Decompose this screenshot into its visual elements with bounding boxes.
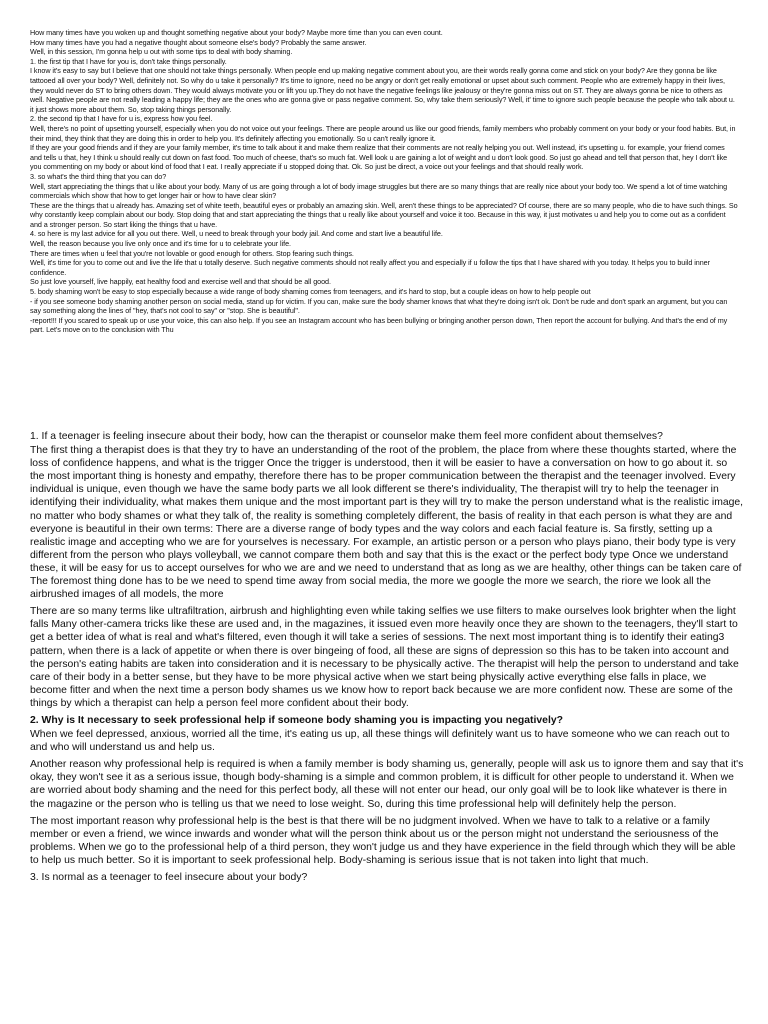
small-paragraph: - if you see someone body shaming another person on social media, stand up for victim. If you can, make sure the body shamer knows that what they're doing isn't ok. Don't be rude and don't spark an argument, but you can say something along the lines of "hey, that's not cool to say" or "stop. She is beautiful". [30, 296, 728, 316]
small-paragraph: There are times when u feel that you're not lovable or good enough for others. Stop fearing such things. [30, 248, 354, 258]
small-paragraph: How many times have you had a negative thought about someone else's body? Probably the same answer. [30, 37, 367, 47]
small-paragraph: If they are your good friends and if they are your family member, it's time to talk about it and make them realize that their comments are not really helping you out. Well instead, it's upsetting u. for example, your friend comes and tells u that, hey I think u should really cut down on fast food. Too much of cheese, that's so much fat. Well look u are gaining a lot of weight and u don't look good. So just go ahead and tell that person that, hey I don't like you commenting on my body or about kind of food that I eat. I really appreciate if u stopped doing that. Ok. So just be direct, a voice out your feelings and that should really work. [30, 143, 728, 172]
small-paragraph: Well, there's no point of upsetting yourself, especially when you do not voice out your feelings. There are people around us like our good friends, family members who probably comment on your body or your food habits. But, in their mind, they think that they are doing this in order to help you. It's definitely affecting you emotionally. So u can't really ignore it. [30, 123, 736, 143]
small-paragraph: How many times have you woken up and thought something negative about your body? Maybe more time than you can even count. [30, 28, 443, 37]
large-text-section [30, 430, 744, 885]
small-paragraph: Well, it's time for you to come out and live the life that u totally deserve. Such negative comments should not really affect you and especially if u follow the tips that I have shared with you today. It helps you to build inner confidence. [30, 258, 710, 277]
body-paragraph: When we feel depressed, anxious, worried all the time, it's eating us up, all these things will definitely want us to have someone who we can reach out to and who will understand us and help us. [30, 729, 730, 754]
small-text-section [30, 28, 738, 335]
small-paragraph: 5. body shaming won't be easy to stop especially because a wide range of body shaming comes from teenagers, and it's hard to stop, but a couple ideas on how to help people out [30, 287, 591, 297]
small-paragraph: These are the things that u already has. Amazing set of white teeth, beautiful eyes or probably an amazing skin. Well, aren't these things to be appreciated? Of course, there are so many people, who die to have such things. So why constantly keep complain about our body. Stop doing that and start appreciating the things that u really like about yourself and voice it too. Because in this way, it just motivates u and help you to come out as a confident and a stronger person. So start liking the things that u have. [30, 200, 738, 229]
question-heading: 2. Why is It necessary to seek professional help if someone body shaming you is impacting you negatively? [30, 714, 563, 726]
body-paragraph: The most important reason why professional help is the best is that there will be no judgment involved. When we have to talk to a relative or a family member or even a friend, we wince inwards and wonder what will the person think about us or the person might not understand the seriousness of the problems. When we go to the professional help of a third person, they won't judge us and they have experience in the field through which they will be able to help us much better. So it is important to seek professional help. Body-shaming is serious issue that is not taken into light that much. [30, 815, 736, 866]
question-heading: 3. Is normal as a teenager to feel insecure about your body? [30, 872, 308, 883]
small-paragraph: Well, start appreciating the things that u like about your body. Many of us are going through a lot of body image struggles but there are so many things that are really nice about your body too. We spend a lot of time watching commercials which show that how to get longer hair or how to have clear skin? [30, 181, 728, 201]
small-paragraph: -report!!! If you scared to speak up or use your voice, this can also help. If you see an Instagram account who has been bullying or bringing another person down, Then report the account for bullying. And that's the end of my part. Let's move on to the conclusion with Thu [30, 315, 728, 335]
small-paragraph: I know it's easy to say but I believe that one should not take things personally. When people end up making negative comment about you, are their words really gonna come and stick on your body? Are they gonna be like tattooed all over your body? Well, definitely not. So why do u take it personally? It's time to ignore, need no be angry or don't get really emotional or upset about such comment. People who are extremely happy in their lives, they would never do ST to bring others down. They would always motivate you or lift you up.They do not have the negative feelings like jealousy or they're gonna miss out on ST. They are always gonna be nice to others as well. Negative people are not really leading a happy life; they are the ones who are gonna give or pass negative comment. So, why take them seriously? Well, it' time to ignore such people because the people who talk about u. it just shows more about them. So, stop taking things personally. [30, 66, 735, 114]
small-paragraph: 1. the first tip that I have for you is, don't take things personally. [30, 56, 227, 66]
small-paragraph: 3. so what's the third thing that you can do? [30, 171, 167, 181]
small-paragraph: Well, in this session, I'm gonna help u out with some tips to deal with body shaming. [30, 47, 293, 57]
body-paragraph: The first thing a therapist does is that they try to have an understanding of the root of the problem, the place from where these thoughts started, where the loss of confidence happens, and what is the trigger Once the trigger is understood, then it will be easier to have a conversation on how to go about it. so the most important thing is honesty and empathy, therefore there has to be proper communication between the therapist and the teenager involved. Every individual is unique, even though we have the same body parts we all look different se there's individuality, The therapist will try to help the teenager in identifying their individuality, what makes them unique and the most important part is they will try to make the person understand what is the realistic image, no matter who body shames or what they talk of, the reality is something completely different, the basis of reality in that each person is what they are and everyone is beautiful in their own terms: There are a diverse range of body types and the way colors and each facial feature is. Sa firstly, setting up a realistic image and accepting who we are for yourselves is necessary. For example, an artistic person or a person who plays piano, their body type is very different from the person who plays volleyball, we cannot compare them both and say that this is the exact or the perfect body type Once we understand these, it will be easy for us to accept ourselves for who we are and we need to understand that as long as we are healthy, other things can be taken care of The foremost thing done has to be we need to spend time away from social media, the more we google the more we search, the riore we look all the airbrushed images of all models, the more [30, 445, 744, 601]
body-paragraph: Another reason why professional help is required is when a family member is body shaming us, generally, people will ask us to ignore them and say that it's okay, they won't see it as a serious issue, though body-shaming is a simple and common problem, it is difficult for other people to understand it. When we are worried about body shaming and the need for this perfect body, all these will not enter our head, our only goal will be to look like whatever is there in the magazine or the person who is telling us that we need to lose weight. So, during this time professional help will definitely help the person. [30, 759, 744, 810]
body-paragraph: There are so many terms like ultrafiltration, airbrush and highlighting even while taking selfies we use filters to make ourselves look brighter when the light falls Many other-camera tricks like these are used and, in the magazines, it issued even more heavily once they are shown to the teenagers, they'll start to get a better idea of what is real and what's filtered, even though it will take a series of sessions. The next most important thing is to identify their eating3 pattern, when there is a lack of appetite or when there is over bingeing of food, all these are signs of depression so this has to be taken into account and the person's eating habits are taken into consideration and it is necessary to be physically active. The therapist will help the person to understand and take care of their body in a better sense, but they have to be more physical active when we start being physically active everything else falls in place, we become fitter and when the next time a person body shames us we know how to report back because we are more confident now. These are some of the things by which a therapist can help a person feel more confident about their body. [30, 606, 739, 709]
small-paragraph: Well, the reason because you live only once and it's time for u to celebrate your life. [30, 239, 291, 249]
question-heading: 1. If a teenager is feeling insecure about their body, how can the therapist or counselor make them feel more confident about themselves? [30, 431, 663, 442]
small-paragraph: 2. the second tip that I have for u is, express how you feel. [30, 114, 213, 124]
small-paragraph: 4. so here is my last advice for all you out there. Well, u need to break through your body jail. And come and start live a beautiful life. [30, 229, 443, 239]
small-paragraph: So just love yourself, live happily, eat healthy food and exercise well and that should be all good. [30, 277, 331, 287]
